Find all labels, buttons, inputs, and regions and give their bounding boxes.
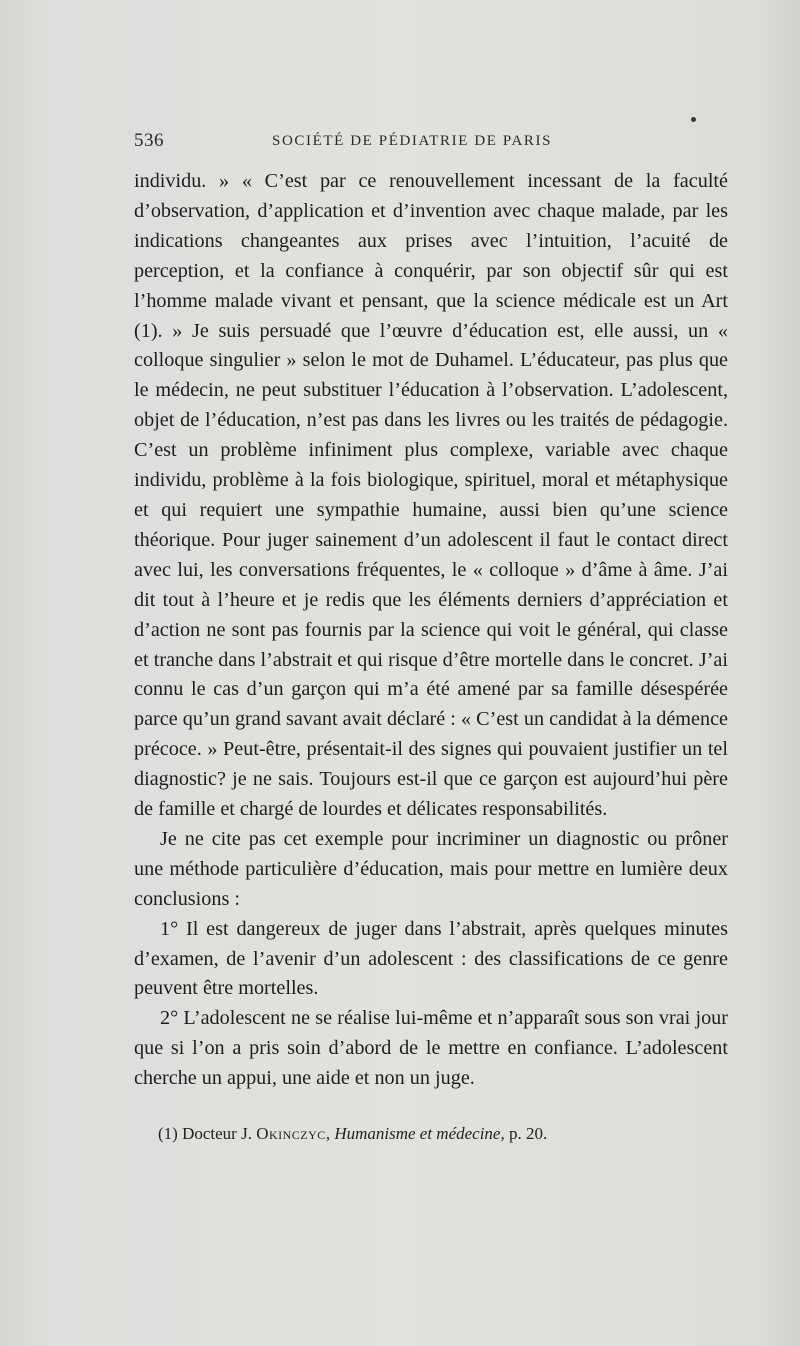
- footnote-page-ref: p. 20.: [508, 1124, 548, 1143]
- footnote: (1) Docteur J. Okinczyc, Humanisme et médecine, p. 20.: [158, 1124, 548, 1143]
- conclusion-2: 2° L’adolescent ne se réalise lui-même et n’apparaît sous son vrai jour que si l’on a pris soin d’abord de le mettre en confiance. L’adolescent cherche un appui, une aide et non un juge.: [134, 1007, 728, 1090]
- ink-speck: [691, 117, 696, 122]
- footnote-marker: (1): [158, 1124, 178, 1143]
- page-number: 536: [134, 130, 164, 151]
- paragraph-2: Je ne cite pas cet exemple pour incriminer un diagnostic ou prôner une méthode particulière d’éducation, mais pour mettre en lumière deux conclusions :: [134, 827, 728, 910]
- body-text: [134, 167, 728, 1094]
- footnote-prefix: Docteur J.: [182, 1124, 252, 1143]
- footnote-author: Okinczyc: [256, 1124, 326, 1143]
- running-header: [134, 130, 728, 158]
- running-title: SOCIÉTÉ DE PÉDIATRIE DE PARIS: [272, 133, 553, 149]
- footnote-title: Humanisme et médecine: [334, 1124, 501, 1143]
- paragraph-1: individu. » « C’est par ce renouvellement incessant de la faculté d’observation, d’application et d’invention avec chaque malade, par les indications changeantes aux prises avec l’intuition, l’acuité de perception, et la confiance à conquérir, par son objectif sûr qui est l’homme malade vivant et pensant, que la science médicale est un Art (1). » Je suis persuadé que l’œuvre d’éducation est, elle aussi, un « colloque singulier » selon le mot de Duhamel. L’éducateur, pas plus que le médecin, ne peut substituer l’éducation à l’observation. L’adolescent, objet de l’éducation, n’est pas dans les livres ou les traités de pédagogie. C’est un problème infiniment plus complexe, variable avec chaque individu, problème à la fois biologique, spirituel, moral et métaphysique et qui requiert une sympathie humaine, aussi bien qu’une science théorique. Pour juger sainement d’un adolescent il faut le contact direct avec lui, les conversations fréquentes, le « colloque » d’âme à âme. J’ai dit tout à l’heure et je redis que les éléments derniers d’appréciation et d’action ne sont pas fournis par la science qui voit le général, qui classe et tranche dans l’abstrait et qui risque d’être mortelle dans le concret. J’ai connu le cas d’un garçon qui m’a été amené par sa famille désespérée parce qu’un grand savant avait déclaré : « C’est un candidat à la démence précoce. » Peut-être, présentait-il des signes qui pouvaient justifier un tel diagnostic? je ne sais. Toujours est-il que ce garçon est aujourd’hui père de famille et chargé de lourdes et délicates responsabilités.: [134, 170, 728, 821]
- conclusion-1: 1° Il est dangereux de juger dans l’abstrait, après quelques minutes d’examen, de l’avenir d’un adolescent : des classifications de ce genre peuvent être mortelles.: [134, 917, 728, 1000]
